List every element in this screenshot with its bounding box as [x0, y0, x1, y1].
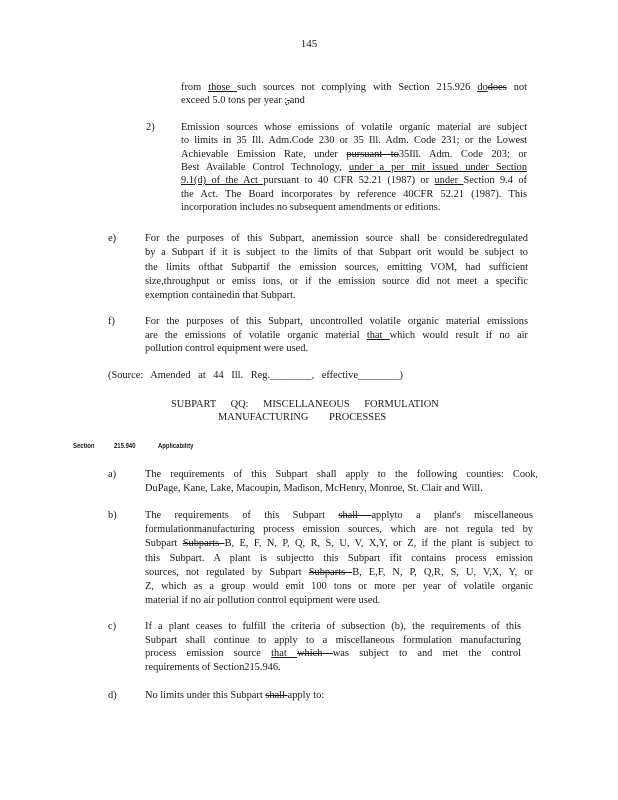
text-line: [145, 690, 324, 702]
text-run: are the emissions of volatile organic material: [145, 329, 367, 341]
text-run: formulationmanufacturing process emission sources, which are not regula ted by: [145, 524, 533, 536]
text-line: [145, 553, 533, 565]
text-run: ________: [270, 370, 312, 381]
text-run: under a per mit issued under Section: [348, 161, 528, 173]
text-line: [181, 135, 527, 147]
text-line: [145, 595, 380, 607]
text-run: Subparts: [308, 566, 353, 578]
text-run: apply to:: [287, 690, 325, 701]
text-run: For the purposes of this Subpart, uncontrolled volatile organic material emissions: [145, 316, 528, 327]
item-f-marker: f): [108, 316, 115, 327]
text-run: was subject to and met the control: [332, 648, 521, 659]
text-run: which would result if no air: [389, 329, 528, 341]
text-line: [145, 247, 528, 259]
text-line: [181, 82, 527, 94]
text-line: [181, 189, 527, 201]
text-run: do: [477, 82, 488, 93]
item-b-marker: b): [108, 510, 117, 521]
item-a-marker: a): [108, 469, 117, 480]
item-d-marker: d): [108, 690, 117, 701]
section-title: Applicability: [158, 443, 194, 450]
text-run: Subparts: [182, 538, 225, 550]
text-run: such sources not complying with Section 215.926: [237, 82, 478, 93]
text-run: requirements of Section215.946.: [145, 661, 281, 673]
text-run: shall: [265, 690, 288, 701]
text-run: Achievable Emission Rate, under: [181, 148, 347, 160]
text-run: (Source: Amended at 44 Ill. Reg.: [108, 370, 271, 381]
text-line: [145, 662, 281, 674]
text-line: [145, 635, 521, 647]
section-label: Section: [73, 443, 95, 450]
text-run: that: [271, 648, 298, 659]
text-line: [181, 122, 527, 134]
subpart-title-line-1: SUBPART QQ: MISCELLANEOUS FORMULATION: [171, 399, 439, 410]
text-line: [145, 469, 538, 481]
text-run: not: [506, 82, 528, 93]
text-run: ;: [284, 95, 288, 106]
text-run: that: [366, 329, 390, 341]
text-run: The requirements of this Subpart shall apply to the following counties: Cook,: [145, 469, 538, 480]
text-run: Best Available Control Technology,: [181, 161, 349, 173]
text-run: ): [399, 370, 403, 381]
text-run: which: [297, 648, 333, 659]
text-run: pollution control equipment were used.: [145, 343, 309, 354]
text-run: ________: [357, 370, 400, 381]
text-line: [145, 262, 528, 274]
text-line: [108, 370, 403, 382]
text-run: those: [208, 82, 238, 93]
text-run: If a plant ceases to fulfill the criteria of subsection (b), the requirements of this: [145, 621, 521, 632]
text-line: [145, 621, 521, 633]
text-run: Emission sources whose emissions of volatile organic material are subject: [181, 122, 527, 133]
text-line: [145, 581, 533, 593]
text-run: applyto a plant's miscellaneous: [371, 510, 533, 521]
text-run: material if no air pollution control equipment were used.: [145, 595, 381, 607]
text-run: B, E, F, N, P, Q, R, S, U, V, X,Y, or Z, if the plant is subject to: [224, 538, 534, 550]
text-line: [145, 524, 533, 536]
item-2-marker: 2): [146, 122, 155, 133]
text-run: exceed 5.0 tons per year: [181, 95, 285, 106]
text-line: [181, 95, 305, 107]
text-run: Subpart shall continue to apply to a miscellaneous formulation manufacturing: [145, 634, 521, 646]
text-line: [181, 202, 440, 214]
text-line: [145, 567, 533, 579]
text-run: Subpart: [145, 538, 183, 550]
text-run: exemption containedin that Subpart.: [145, 290, 296, 302]
text-line: [145, 343, 308, 355]
text-run: pursuant to: [346, 148, 399, 160]
subpart-title-line-2: MANUFACTURING PROCESSES: [218, 412, 387, 423]
text-line: [145, 233, 528, 245]
text-line: [145, 648, 521, 660]
text-run: Z, which as a group would emit 100 tons or more per year of volatile organic: [145, 581, 533, 592]
page-number: 145: [300, 38, 318, 50]
text-line: [145, 330, 528, 342]
text-run: shall: [338, 510, 372, 521]
text-run: Section 9.4 of: [463, 175, 527, 187]
text-run: The requirements of this Subpart: [145, 510, 339, 521]
text-run: B, E,F, N, P, Q,R, S, U, V,X, Y, or: [352, 566, 533, 578]
text-run: pursuant to 40 CFR 52.21 (1987) or: [263, 175, 435, 187]
text-run: under: [434, 175, 464, 187]
text-run: ,: [287, 95, 290, 106]
text-line: [145, 316, 528, 328]
text-line: [145, 276, 528, 288]
text-run: No limits under this Subpart: [145, 690, 266, 701]
text-line: [145, 510, 533, 522]
text-run: size,throughput or emiss ions, or if the emission source did not meet a specific: [145, 275, 528, 287]
text-run: this Subpart. A plant is subjectto this Subpart ifit contains process emission: [145, 552, 533, 564]
text-line: [145, 538, 533, 550]
text-line: [181, 149, 527, 161]
text-line: [145, 483, 483, 495]
text-run: incorporation includes no subsequent amendments or editions.: [181, 201, 441, 213]
text-run: by a Subpart if it is subject to the limits of that Subpart orit would be subject to: [145, 247, 528, 259]
text-run: 35Ill. Adm. Code 203; or: [398, 148, 528, 160]
text-run: 9.1(d) of the Act: [181, 175, 264, 187]
item-c-marker: c): [108, 621, 117, 632]
text-run: For the purposes of this Subpart, anemission source shall be consideredregulated: [145, 233, 528, 244]
text-run: process emission source: [145, 648, 272, 659]
text-run: does: [487, 82, 507, 93]
text-run: and: [289, 95, 305, 106]
text-run: to limits in 35 Ill. Adm.Code 230 or 35 Ill. Adm. Code 231; or the Lowest: [181, 135, 527, 147]
text-line: [145, 290, 296, 302]
section-number: 215.940: [114, 443, 136, 450]
text-run: DuPage, Kane, Lake, Macoupin, Madison, McHenry, Monroe, St. Clair and Will.: [145, 482, 483, 494]
text-run: the limits ofthat Subpartif the emission sources, emitting VOM, had sufficient: [145, 261, 528, 273]
text-line: [181, 175, 527, 187]
text-run: from: [181, 82, 209, 93]
item-e-marker: e): [108, 233, 117, 244]
text-line: [181, 162, 527, 174]
text-run: , effective: [311, 370, 358, 381]
text-run: the Act. The Board incorporates by reference 40CFR 52.21 (1987). This: [181, 188, 527, 200]
text-run: sources, not regulated by Subpart: [145, 566, 309, 578]
